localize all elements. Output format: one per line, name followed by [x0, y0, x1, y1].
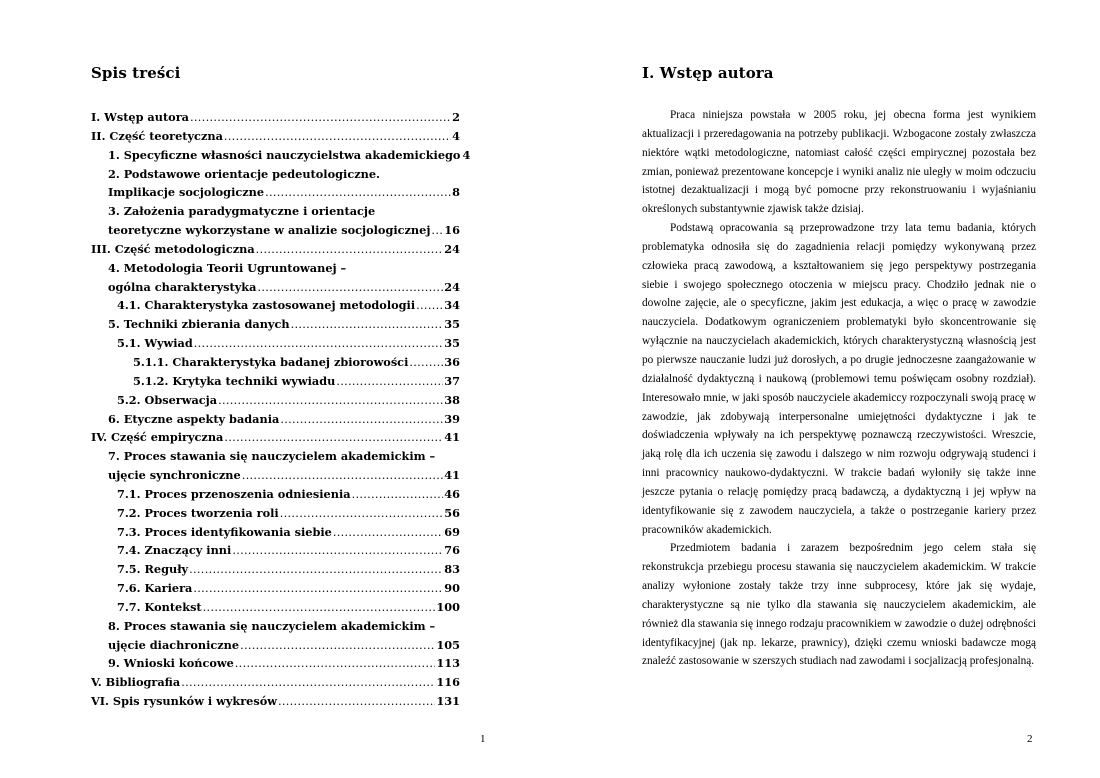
- toc-entry: [91, 240, 460, 259]
- toc-entry-title: 7.1. Proces przenoszenia odniesienia: [117, 486, 351, 501]
- toc-entry-title: II. Część teoretyczna: [91, 128, 223, 143]
- toc-entry-page: 37: [444, 373, 460, 388]
- toc-entry: [91, 202, 460, 221]
- toc-leader-dots: [189, 561, 443, 580]
- toc-entry-title: 7.2. Proces tworzenia roli: [117, 505, 279, 520]
- toc-leader-dots: [235, 655, 436, 674]
- body-paragraph: Przedmiotem badania i zarazem bezpośrednim jego celem stała się rekonstrukcja przebiegu procesu stawania się nauczycielem akademickim. W trakcie analizy wyłonione zostały także trzy inne subprocesy, które jak się wydaje, charakterystyczne są nie tylko dla stawania się nauczycielem akademickim, ale również dla stawania się innego rodzaju pracownikiem w zawodzie o dużej odrębności identyfikacyjnej (jak np. lekarze, prawnicy), dzięki czemu wnioski badawcze mogą znaleźć zastosowanie w szerszych studiach nad zawodami i socjalizacją profesjonalną.: [642, 542, 1036, 668]
- toc-leader-dots: [416, 297, 443, 316]
- toc-entry-title: 9. Wnioski końcowe: [108, 656, 234, 671]
- toc-entry-page: 76: [444, 543, 460, 558]
- toc-entry-title: 2. Podstawowe orientacje pedeutologiczne.: [108, 166, 380, 181]
- toc-entry-title: 5. Techniki zbierania danych: [108, 317, 290, 332]
- toc-entry-page: 38: [444, 392, 460, 407]
- toc-entry-page: 24: [444, 241, 460, 256]
- toc-entry: [91, 183, 460, 202]
- toc-entry: [91, 636, 460, 655]
- toc-entry-title: I. Wstęp autora: [91, 110, 189, 124]
- toc-entry-page: 34: [444, 298, 460, 313]
- toc-entry-title: 3. Założenia paradygmatyczne i orientacje: [108, 204, 376, 219]
- toc-entry: [91, 127, 460, 146]
- toc-entry: [91, 334, 460, 353]
- toc-entry-page: 116: [436, 675, 460, 690]
- toc-entry: [91, 504, 460, 523]
- toc-entry: [91, 428, 460, 447]
- toc-entry: [91, 692, 460, 711]
- toc-entry: [91, 278, 460, 297]
- chapter-heading: I. Wstęp autora: [642, 64, 774, 82]
- toc-entry-page: 39: [444, 411, 460, 426]
- toc-entry: [91, 466, 460, 485]
- toc-leader-dots: [194, 335, 444, 354]
- toc-entry: [91, 654, 460, 673]
- toc-entry: [91, 560, 460, 579]
- toc-leader-dots: [291, 316, 444, 335]
- toc-entry: [91, 296, 460, 315]
- toc-entry: [91, 617, 460, 636]
- toc-entry-page: 2: [452, 110, 460, 124]
- toc-entry-page: 113: [436, 656, 460, 671]
- toc-entry: [91, 372, 460, 391]
- toc-entry-page: 41: [444, 430, 460, 445]
- toc-entry: [91, 541, 460, 560]
- toc-entry-title: 7.5. Reguły: [117, 562, 189, 577]
- toc-entry-title: 4. Metodologia Teorii Ugruntowanej –: [108, 260, 347, 275]
- toc-entry-page: 41: [444, 468, 460, 483]
- toc-entry: [91, 391, 460, 410]
- toc-entry-title: V. Bibliografia: [91, 675, 181, 690]
- toc-leader-dots: [224, 429, 443, 448]
- toc-entry-title: 5.1.1. Charakterystyka badanej zbiorowości: [133, 354, 409, 369]
- toc-entry-page: 35: [444, 317, 460, 332]
- body-paragraph: Podstawą opracowania są przeprowadzone trzy lata temu badania, których problematyka odnosiła się do zagadnienia relacji pomiędzy wykonywaną przez człowieka pracą zawodową, a kształtowaniem się jego perspektywy postrzegania siebie i swojego społecznego otoczenia w miejscu pracy. Chodziło jednak nie o dowolne zajęcie, ale o specyficzne, jakim jest edukacja, a więc o pracę w zawodzie nauczyciela. Dodatkowym ograniczeniem problematyki było skoncentrowanie się wyłącznie na nauczycielach akademickich, których charakterystyczną własnością jest po pierwsze nauczanie ludzi już dorosłych, a po drugie jednoczesne zaangażowanie w działalność dydaktyczną i naukową (problemowi temu poświęcam osobny rozdział). Interesowało mnie, w jaki sposób nauczyciele akademiccy rozpoczynali swoją pracę w zawodzie, jak zdobywają interpersonalne umiejętności dydaktyczne i jak te doświadczenia wpływały na ich perspektywę poznawczą rzeczywistości. Wreszcie, jaką rolę dla ich uczenia się zawodu i dalszego w nim rozwoju odgrywają studenci i inni pracownicy naukowo-dydaktyczni. W trakcie badań wyłoniły się także inne jeszcze pytania o relację pomiędzy pracą badawczą, a dydaktyczną i jej wpływ na identyfikowanie się z zawodem nauczyciela, a także o postrzeganie kariery przez pracowników akademickich.: [642, 222, 1036, 536]
- toc-leader-dots: [257, 279, 443, 298]
- toc-entry-title: III. Część metodologiczna: [91, 241, 255, 256]
- toc-entry: [91, 523, 460, 542]
- toc-entry-page: 46: [444, 486, 460, 501]
- toc-entry-title: 7.4. Znaczący inni: [117, 543, 232, 558]
- toc-entry-page: 16: [444, 223, 460, 238]
- toc-entry-page: 69: [444, 524, 460, 539]
- toc-entry-page: 83: [444, 562, 460, 577]
- toc-entry: [91, 485, 460, 504]
- toc-leader-dots: [242, 467, 444, 486]
- toc-leader-dots: [232, 542, 443, 561]
- toc-entry-title: 8. Proces stawania się nauczycielem akademickim –: [108, 618, 436, 633]
- toc-leader-dots: [278, 693, 435, 712]
- toc-entry-title: 7.3. Proces identyfikowania siebie: [117, 524, 332, 539]
- toc-entry-page: 105: [436, 637, 460, 652]
- table-of-contents: [91, 108, 471, 711]
- toc-leader-dots: [265, 184, 451, 203]
- toc-entry-title: IV. Część empiryczna: [91, 430, 224, 445]
- toc-leader-dots: [193, 580, 443, 599]
- toc-entry: [91, 353, 460, 372]
- toc-entry-page: 90: [444, 581, 460, 596]
- toc-leader-dots: [181, 674, 435, 693]
- toc-leader-dots: [280, 505, 444, 524]
- toc-entry-title: Implikacje socjologiczne: [108, 185, 265, 200]
- toc-entry: [91, 673, 460, 692]
- toc-leader-dots: [203, 599, 436, 618]
- toc-entry-title: 7.7. Kontekst: [117, 599, 202, 614]
- toc-heading: Spis treści: [91, 64, 181, 82]
- toc-entry-title: ujęcie synchroniczne: [108, 468, 241, 483]
- toc-entry: [91, 579, 460, 598]
- toc-entry-page: 131: [436, 694, 460, 709]
- toc-entry-title: 7.6. Kariera: [117, 581, 193, 596]
- toc-leader-dots: [224, 128, 451, 147]
- toc-leader-dots: [409, 354, 443, 373]
- toc-leader-dots: [190, 109, 451, 128]
- toc-entry-title: 7. Proces stawania się nauczycielem akademickim –: [108, 449, 436, 464]
- toc-entry-title: ujęcie diachroniczne: [108, 637, 240, 652]
- toc-entry-page: 56: [444, 505, 460, 520]
- toc-entry: [91, 315, 460, 334]
- toc-entry-title: teoretyczne wykorzystane w analizie socjologicznej: [108, 223, 431, 238]
- body-paragraph: Praca niniejsza powstała w 2005 roku, jej obecna forma jest wynikiem aktualizacji i przeredagowania na potrzeby publikacji. Wzbogacone zostały zwłaszcza niektóre wątki metodologiczne, natomiast całość części empirycznej pozostała bez zmian, ponieważ prezentowane koncepcje i wyniki analiz nie uległy w moim odczuciu istotnej dezaktualizacji i mogą być pomocne przy rekonstruowaniu i wyjaśnianiu określonych substantywnie zjawisk także dzisiaj.: [642, 109, 1036, 216]
- toc-entry-title: 1. Specyficzne własności nauczycielstwa akademickiego: [108, 147, 461, 162]
- toc-entry-page: 4: [462, 147, 471, 162]
- toc-entry-page: 100: [436, 599, 460, 614]
- toc-entry: [91, 146, 471, 165]
- page-number-left: 1: [480, 733, 486, 745]
- toc-leader-dots: [240, 637, 435, 656]
- toc-entry-title: 5.1. Wywiad: [117, 336, 193, 351]
- toc-entry-page: 4: [452, 128, 460, 143]
- toc-leader-dots: [218, 392, 443, 411]
- toc-entry: [91, 221, 460, 240]
- toc-leader-dots: [256, 241, 444, 260]
- toc-entry-title: 4.1. Charakterystyka zastosowanej metodologii: [117, 298, 416, 313]
- page-number-right: 2: [1027, 733, 1033, 745]
- toc-entry: [91, 410, 460, 429]
- toc-entry-title: 6. Etyczne aspekty badania: [108, 411, 280, 426]
- toc-entry-title: VI. Spis rysunków i wykresów: [91, 694, 277, 709]
- toc-entry-page: 35: [444, 336, 460, 351]
- toc-entry-page: 36: [444, 354, 460, 369]
- toc-leader-dots: [280, 411, 443, 430]
- toc-entry-title: 5.1.2. Krytyka techniki wywiadu: [133, 373, 336, 388]
- toc-leader-dots: [333, 524, 443, 543]
- toc-entry-page: 24: [444, 279, 460, 294]
- toc-entry-title: ogólna charakterystyka: [108, 279, 257, 294]
- toc-entry-title: 5.2. Obserwacja: [117, 392, 218, 407]
- toc-entry: [91, 447, 460, 466]
- toc-leader-dots: [431, 222, 443, 241]
- right-page: [550, 0, 1100, 778]
- toc-entry: [91, 108, 460, 127]
- toc-entry: [91, 165, 460, 184]
- toc-leader-dots: [336, 373, 443, 392]
- chapter-body: [642, 106, 1036, 671]
- toc-entry: [91, 598, 460, 617]
- toc-leader-dots: [352, 486, 444, 505]
- toc-entry-page: 8: [452, 185, 460, 200]
- toc-entry: [91, 259, 460, 278]
